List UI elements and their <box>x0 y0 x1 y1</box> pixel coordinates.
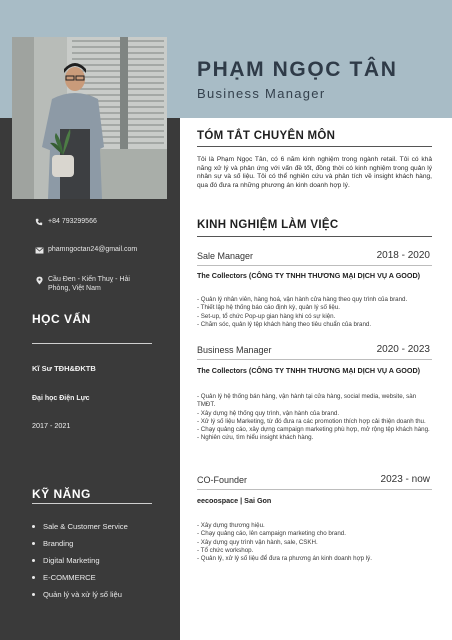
job-divider <box>197 489 432 490</box>
duty-item: - Xây dựng hệ thống quy trình, vận hành của brand. <box>197 409 340 417</box>
job-period: 2018 - 2020 <box>376 250 430 261</box>
education-degree: Kĩ Sư TĐH&ĐKTB <box>32 364 96 373</box>
duty-item: - Nghiên cứu, tìm hiểu insight khách hàng. <box>197 434 314 442</box>
job-title: CO-Founder <box>197 475 248 485</box>
duty-item: - Xây dựng thương hiệu. <box>197 522 265 529</box>
education-divider <box>32 343 152 344</box>
duty-item: - Set-up, tổ chức Pop-up gian hàng khi có sự kiện. <box>197 312 336 320</box>
job-company: The Collectors (CÔNG TY TNHH THƯƠNG MẠI DỊCH VỤ A GOOD) <box>197 271 421 280</box>
job-title: Business Manager <box>197 345 272 355</box>
email-text: phamngoctan24@gmail.com <box>48 246 138 253</box>
skill-item <box>32 569 128 586</box>
job-title: Sale Manager <box>197 251 254 261</box>
job-divider <box>197 265 432 266</box>
email-icon <box>32 245 46 255</box>
candidate-name: PHẠM NGỌC TÂN <box>197 58 398 81</box>
education-school: Đại học Điện Lực <box>32 395 90 402</box>
job-divider <box>197 359 432 360</box>
job-company: The Collectors (CÔNG TY TNHH THƯƠNG MẠI DỊCH VỤ A GOOD) <box>197 366 421 375</box>
duty-item: - Quản lý, xử lý số liệu để đưa ra phương án kinh doanh hợp lý. <box>197 555 372 563</box>
job-period: 2020 - 2023 <box>376 344 430 355</box>
job-duties <box>197 522 432 563</box>
bullet-icon <box>32 525 35 528</box>
duty-item: - Quản lý hệ thống bán hàng, vận hành tại cửa hàng, social media, website, sàn TMĐT. <box>197 393 417 409</box>
education-years: 2017 - 2021 <box>32 421 71 430</box>
duty-item: - Xây dựng quy trình vận hành, sale, CSKH. <box>197 538 318 546</box>
skills-list <box>32 518 128 603</box>
summary-title: TÓM TẮT CHUYÊN MÔN <box>197 130 336 142</box>
skill-item <box>32 552 128 569</box>
skill-label: Sale & Customer Service <box>43 522 128 531</box>
candidate-role: Business Manager <box>197 86 326 101</box>
skill-label: E-COMMERCE <box>43 573 96 582</box>
phone-icon <box>32 217 46 227</box>
education-title: HỌC VẤN <box>32 312 91 326</box>
summary-text: Tôi là Phạm Ngọc Tân, có 6 năm kinh nghiệm trong ngành retail. Tôi có khả năng xử lý và phản ứng với vấn đề tốt, đồng thời có kinh nghiệm trong quản lý nhân sự và số liệu. Tôi có thể nghiên cứu và phân tích về insight khách hàng, qua đó đưa ra những phương án kinh doanh hợp lý. <box>197 156 432 189</box>
duty-item: - Quản lý nhân viên, hàng hoá, vận hành cửa hàng theo quy trình của brand. <box>197 296 408 303</box>
skill-label: Digital Marketing <box>43 556 100 565</box>
phone-text: +84 793299566 <box>48 218 97 225</box>
experience-title: KINH NGHIỆM LÀM VIỆC <box>197 219 339 231</box>
summary-divider <box>197 146 432 147</box>
skill-item <box>32 586 128 603</box>
duty-item: - Chạy quảng cáo, lên campaign marketing cho brand. <box>197 530 346 538</box>
bullet-icon <box>32 593 35 596</box>
experience-divider <box>197 236 432 237</box>
address-text: Cầu Đen - Kiến Thuỵ - Hải Phòng, Việt Nam <box>48 276 130 292</box>
skill-item <box>32 535 128 552</box>
bullet-icon <box>32 559 35 562</box>
job-company: eecoospace | Sai Gon <box>197 496 272 505</box>
contact-email <box>32 245 158 255</box>
skill-label: Branding <box>43 539 74 548</box>
duty-item: - Thiết lập hệ thống báo cáo định kỳ, quản lý số liệu. <box>197 304 340 312</box>
contact-phone <box>32 217 158 227</box>
skills-divider <box>32 503 152 504</box>
duty-item: - Chăm sóc, quản lý tệp khách hàng theo tiêu chuẩn của brand. <box>197 320 372 328</box>
job-duties <box>197 393 432 443</box>
duty-item: - Tổ chức workshop. <box>197 546 254 554</box>
skills-title: KỸ NĂNG <box>32 487 91 501</box>
bullet-icon <box>32 576 35 579</box>
profile-photo <box>12 37 167 199</box>
duty-item: - Xử lý số liệu Marketing, từ đó đưa ra các promotion thích hợp cải thiện doanh thu. <box>197 417 426 425</box>
contact-address <box>32 275 143 293</box>
job-duties <box>197 296 432 329</box>
job-period: 2023 - now <box>380 474 430 485</box>
duty-item: - Chạy quảng cáo, xây dựng campaign marketing phù hợp, mở rộng tệp khách hàng. <box>197 426 430 434</box>
skill-item <box>32 518 128 535</box>
bullet-icon <box>32 542 35 545</box>
skill-label: Quản lý và xử lý số liệu <box>43 590 122 599</box>
location-pin-icon <box>32 275 46 285</box>
